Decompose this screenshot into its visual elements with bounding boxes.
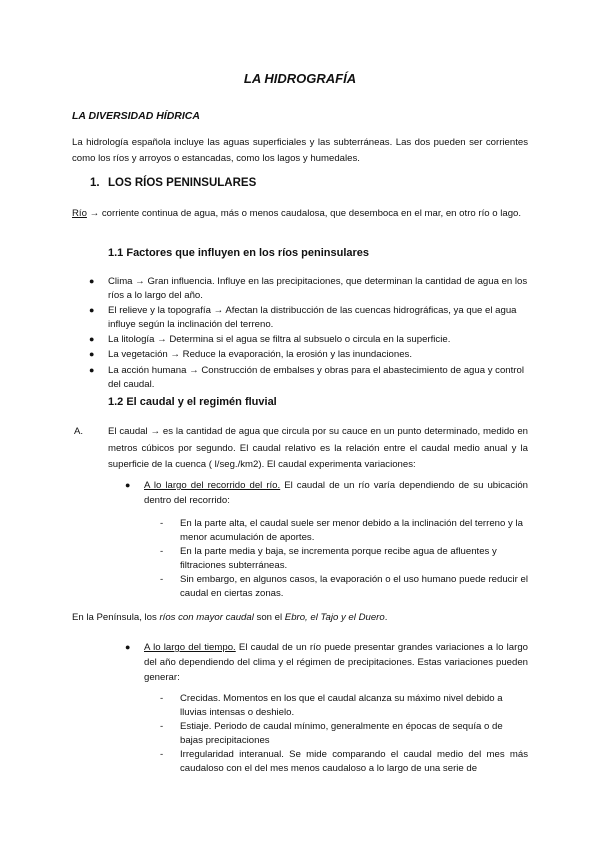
recorrido-heading: A lo largo del recorrido del río.	[144, 480, 281, 491]
list-item: ● La litología → Determina si el agua se filtra al subsuelo o circula en la superficie.	[89, 334, 451, 346]
list-item	[125, 640, 528, 685]
dash-icon: -	[160, 546, 164, 558]
list-item: ● Clima → Gran influencia. Influye en las precipitaciones, que determinan la cantidad de agua en los ríos a lo largo del año.	[89, 276, 528, 301]
dash-icon: -	[160, 693, 164, 704]
dash-icon: -	[160, 749, 164, 761]
item-a-text: El caudal → es la cantidad de agua que circula por su cauce en un punto determinado, medido en metros cúbicos por segundo. El caudal relativo es la relación entre el caudal medio anual y la superficie de la cuenca ( l/seg./km2). El caudal experimenta variaciones:	[108, 426, 528, 470]
bullet-icon: ●	[89, 305, 95, 316]
list-item: ● La vegetación → Reduce la evaporación, la erosión y las inundaciones.	[89, 349, 412, 361]
tiempo-heading: A lo largo del tiempo.	[144, 642, 236, 653]
list-item	[125, 478, 528, 508]
item-a-label: A.	[74, 426, 84, 437]
section-1-heading	[90, 177, 257, 189]
list-item: - Sin embargo, en algunos casos, la evaporación o el uso humano puede reducir el caudal en ciertas zonas.	[160, 574, 528, 599]
intro-paragraph: La hidrología española incluye las aguas superficiales y las subterráneas. Las dos pueden ser corrientes como los ríos y arroyos o estancadas, como los lagos y humedales.	[72, 137, 528, 164]
bullet-icon: ●	[125, 480, 131, 490]
section-1-number: 1.	[90, 177, 100, 189]
list-item: - Crecidas. Momentos en los que el caudal alcanza su máximo nivel debido a lluvias intensas o deshielo.	[160, 693, 503, 718]
list-item: - En la parte media y baja, se incrementa porque recibe agua de afluentes y filtraciones subterráneas.	[160, 546, 497, 571]
rio-term: Río	[72, 208, 87, 219]
peninsula-sentence: En la Península, los ríos con mayor caudal son el Ebro, el Tajo y el Duero.	[72, 612, 388, 623]
section-1-title: LOS RÍOS PENINSULARES	[108, 177, 257, 189]
section-1-2-heading: 1.2 El caudal y el regimén fluvial	[108, 396, 277, 408]
list-item: ● El relieve y la topografía → Afectan la distribucción de las cuencas hidrográficas, ya que el agua influye según la inclinación del terreno.	[89, 305, 517, 330]
tiempo-text: El caudal de un río puede presentar grandes variaciones a lo largo del año dependiendo del clima y el régimen de precipitaciones. Estas variaciones pueden generar:	[144, 642, 528, 683]
rio-definition	[72, 206, 528, 222]
bullet-icon: ●	[89, 364, 95, 375]
recorrido-list	[125, 478, 528, 508]
tiempo-list	[125, 640, 528, 685]
bullet-icon: ●	[125, 642, 131, 652]
item-a-paragraph	[74, 424, 528, 474]
section-1-1-heading: 1.1 Factores que influyen en los ríos peninsulares	[108, 247, 370, 259]
bullet-icon: ●	[89, 334, 95, 345]
dash-icon: -	[160, 518, 164, 529]
dash-icon: -	[160, 574, 164, 586]
list-item: - En la parte alta, el caudal suele ser menor debido a la inclinación del terreno y la menor acumulación de aportes.	[160, 518, 523, 543]
bullet-icon: ●	[89, 276, 95, 286]
section-subtitle: LA DIVERSIDAD HÍDRICA	[72, 110, 200, 122]
list-item: ● La acción humana → Construcción de embalses y obras para el abastecimiento de agua y control del caudal.	[89, 364, 524, 390]
rivers-highlight: ríos con mayor caudal	[159, 612, 254, 623]
list-item: - Irregularidad interanual. Se mide comparando el caudal medio del mes más caudaloso con el del mes menos caudaloso a lo largo de una serie de	[160, 749, 528, 774]
list-item: - Estiaje. Periodo de caudal mínimo, generalmente en épocas de sequía o de bajas precipitaciones	[160, 721, 503, 746]
recorrido-text: El caudal de un río varía dependiendo de su ubicación dentro del recorrido:	[144, 480, 528, 506]
rivers-names: Ebro, el Tajo y el Duero	[284, 612, 385, 623]
tiempo-sublist	[160, 692, 528, 776]
bullet-icon: ●	[89, 349, 95, 360]
page-title: LA HIDROGRAFÍA	[243, 71, 357, 86]
recorrido-sublist	[160, 517, 528, 601]
factors-list	[89, 275, 528, 391]
dash-icon: -	[160, 721, 164, 733]
rio-definition-text: → corriente continua de agua, más o menos caudalosa, que desemboca en el mar, en otro río o lago.	[86, 208, 522, 219]
